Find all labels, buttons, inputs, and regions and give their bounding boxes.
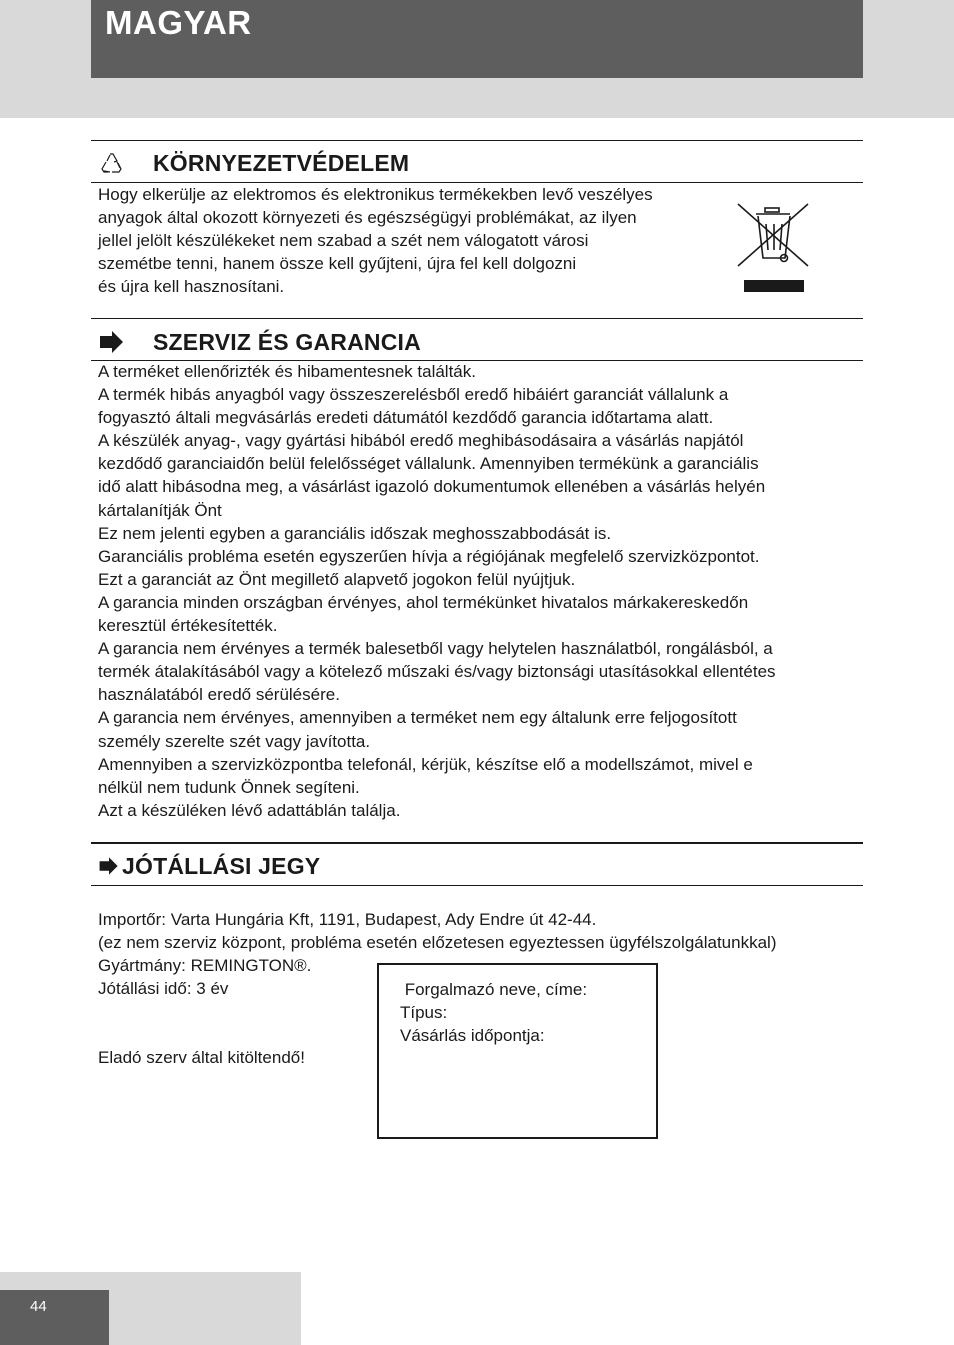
warranty-heading: [98, 850, 320, 882]
text-line: használatából eredő sérülésére.: [98, 685, 340, 705]
text-line: Azt a készüléken lévő adattáblán találja.: [98, 800, 401, 820]
crossed-out-wheelie-bin-icon: [736, 202, 810, 294]
text-line: Ez nem jelenti egyben a garanciális időszak meghosszabbodását is.: [98, 523, 612, 543]
text-line: jellel jelölt készülékeket nem szabad a szét nem válogatott városi: [98, 231, 589, 251]
language-bar: [91, 0, 863, 78]
service-heading: [98, 326, 421, 358]
warranty-period-text: Jótállási idő: 3 év: [98, 979, 229, 999]
warranty-title: JÓTÁLLÁSI JEGY: [122, 852, 321, 879]
section-divider: [91, 842, 863, 844]
text-line: kezdődő garanciaidőn belül felelősséget vállalunk. Amennyiben termékünk a garanciális: [98, 454, 759, 474]
text-line: A garancia nem érvényes, amennyiben a terméket nem egy általunk erre feljogosított: [98, 708, 737, 728]
text-line: A termék hibás anyagból vagy összeszerelésből eredő hibáiért garanciát vállalunk a: [98, 385, 729, 405]
importer-text: Importőr: Varta Hungária Kft, 1191, Budapest, Ady Endre út 42-44.: [98, 910, 597, 929]
text-line: keresztül értékesítették.: [98, 616, 278, 636]
page-number-box: [0, 1290, 109, 1345]
service-title: SZERVIZ ÉS GARANCIA: [153, 328, 421, 355]
text-line: A garancia minden országban érvényes, ahol termékünket hivatalos márkakereskedőn: [98, 592, 749, 612]
text-line: A garancia nem érvényes a termék balesetből vagy helytelen használatból, rongálásból, a: [98, 639, 773, 659]
section-divider: [91, 318, 863, 319]
text-line: kártalanítják Önt: [98, 500, 222, 520]
arrow-right-icon: [98, 855, 120, 877]
text-line: Hogy elkerülje az elektromos és elektronikus termékekben levő veszélyes: [98, 185, 653, 204]
seller-fill-box: [377, 963, 658, 1139]
section-divider: [91, 140, 863, 141]
environment-text: [98, 183, 653, 298]
text-line: nélkül nem tudunk Önnek segíteni.: [98, 777, 360, 797]
arrow-right-icon: [98, 328, 126, 356]
text-line: Garanciális probléma esetén egyszerűen hívja a régiójának megfelelő szervizközpontot.: [98, 546, 760, 566]
environment-heading: [98, 147, 409, 179]
purchase-date-label: Vásárlás időpontja:: [400, 1026, 545, 1045]
text-line: szemétbe tenni, hanem össze kell gyűjteni, újra fel kell dolgozni: [98, 254, 577, 274]
environment-title: KÖRNYEZETVÉDELEM: [153, 149, 410, 176]
text-line: A terméket ellenőrizték és hibamentesnek találták.: [98, 362, 476, 381]
importer-note: (ez nem szerviz központ, probléma esetén előzetesen egyeztessen ügyfélszolgálatunkkal): [98, 933, 777, 953]
text-line: fogyasztó általi megvásárlás eredeti dátumától kezdődő garancia időtartama alatt.: [98, 408, 714, 428]
text-line: termék átalakításából vagy a kötelező műszaki és/vagy biztonsági utasításokkal ellentétes: [98, 662, 776, 682]
page-number: 44: [30, 1298, 47, 1315]
text-line: A készülék anyag-, vagy gyártási hibából eredő meghibásodásaira a vásárlás napjától: [98, 431, 744, 451]
text-line: Ezt a garanciát az Önt megillető alapvető jogokon felül nyújtjuk.: [98, 569, 576, 589]
service-text: [98, 360, 776, 822]
text-line: Amennyiben a szervizközpontba telefonál, kérjük, készítse elő a modellszámot, mivel e: [98, 754, 753, 774]
section-divider: [91, 885, 863, 886]
seller-note: Eladó szerv által kitöltendő!: [98, 1048, 305, 1067]
language-title: MAGYAR: [105, 4, 252, 41]
recycle-icon: [98, 149, 126, 177]
seller-name-label: Forgalmazó neve, címe:: [400, 980, 588, 999]
text-line: idő alatt hibásodna meg, a vásárlást igazoló dokumentumok ellenében a vásárlás helyén: [98, 477, 766, 497]
text-line: anyagok által okozott környezeti és egészségügyi problémákat, az ilyen: [98, 208, 637, 228]
text-line: személy szerelte szét vagy javította.: [98, 731, 371, 751]
type-label: Típus:: [400, 1003, 448, 1022]
text-line: és újra kell hasznosítani.: [98, 277, 285, 297]
brand-text: Gyártmány: REMINGTON®.: [98, 956, 312, 976]
